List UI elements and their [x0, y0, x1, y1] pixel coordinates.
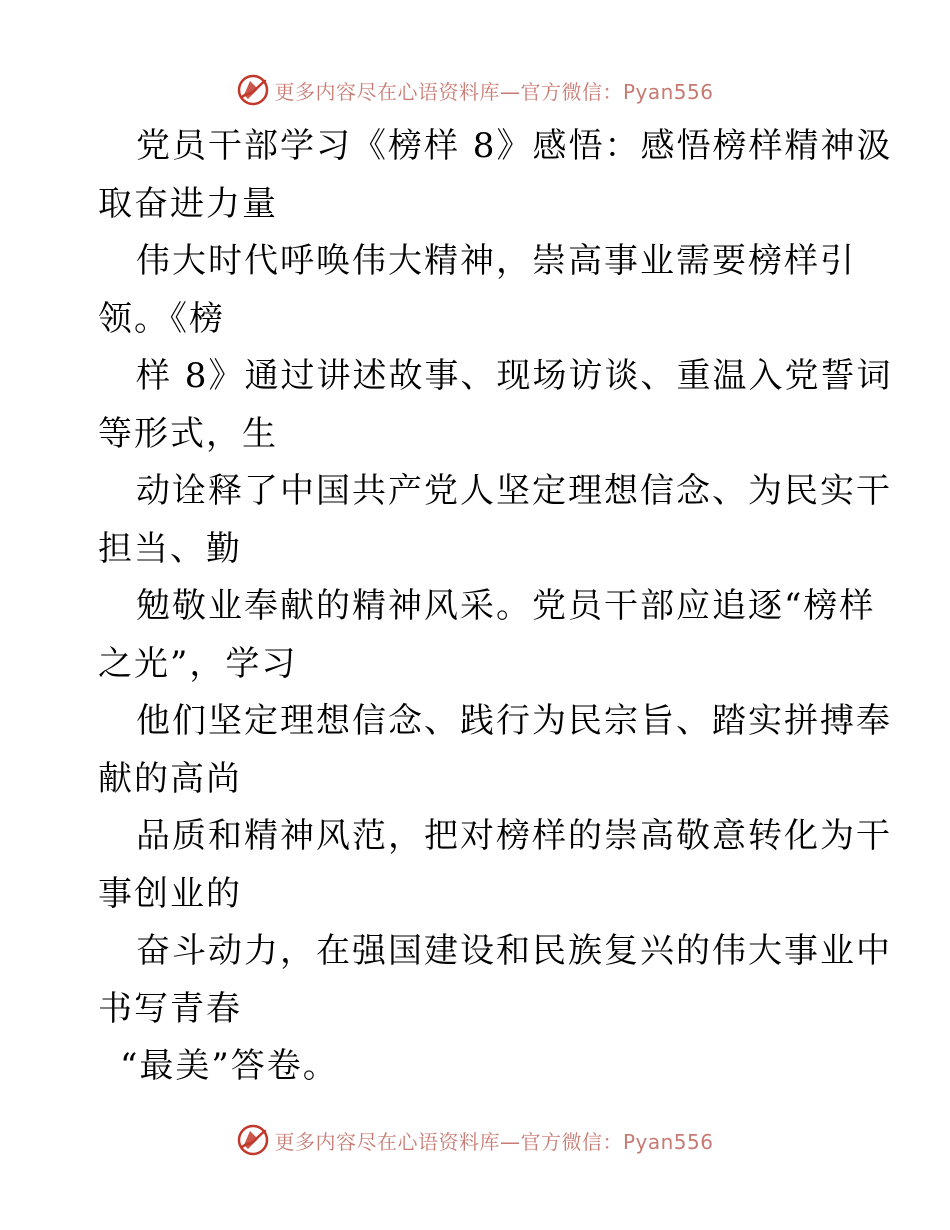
document-body	[98, 118, 893, 1096]
text-line: 品质和精神风范，把对榜样的崇高敬意转化为干	[136, 816, 892, 856]
banner-text: 更多内容尽在心语资料库—官方微信：Pyan556	[274, 1129, 714, 1154]
pen-logo-icon	[236, 1123, 270, 1157]
text-line: 书写青春	[98, 988, 242, 1029]
text-line: 担当、勤	[98, 528, 242, 569]
text-line: 伟大时代呼唤伟大精神，崇高事业需要榜样引	[136, 241, 856, 281]
footer-banner	[0, 1120, 950, 1160]
text-line: 奋斗动力，在强国建设和民族复兴的伟大事业中	[136, 931, 892, 971]
pen-logo-icon	[236, 73, 270, 107]
text-line: 党员干部学习《榜样 8》感悟：感悟榜样精神汲	[136, 126, 893, 166]
text-line: 勉敬业奉献的精神风采。党员干部应追逐“榜样	[136, 586, 876, 626]
text-line: 他们坚定理想信念、践行为民宗旨、踏实拼搏奉	[136, 701, 892, 741]
text-line: 等形式，生	[98, 413, 278, 454]
text-line: 样 8》通过讲述故事、现场访谈、重温入党誓词	[136, 356, 893, 396]
text-line: 之光”，学习	[98, 643, 298, 684]
text-line: 取奋进力量	[98, 183, 278, 224]
banner-text: 更多内容尽在心语资料库—官方微信：Pyan556	[274, 79, 714, 104]
text-line: 事创业的	[98, 873, 242, 914]
text-line: 动诠释了中国共产党人坚定理想信念、为民实干	[136, 471, 892, 511]
text-line: 领。《榜	[98, 298, 225, 339]
text-line: “最美”答卷。	[120, 1046, 339, 1086]
header-banner	[0, 70, 950, 110]
text-line: 献的高尚	[98, 758, 242, 799]
